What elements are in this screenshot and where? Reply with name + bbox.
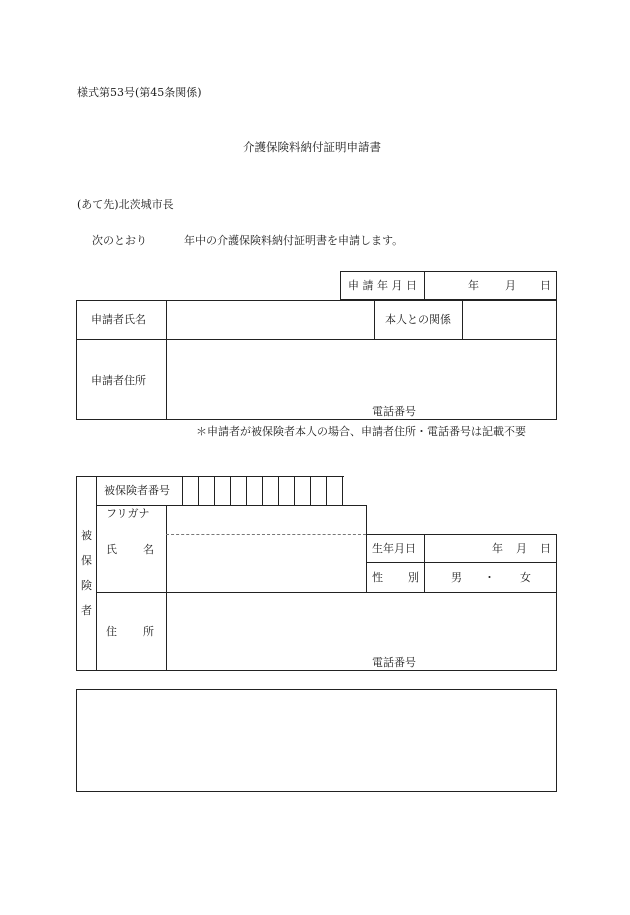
insured-phone-label: 電話番号: [372, 656, 416, 669]
sex-male-option[interactable]: 男: [451, 571, 462, 584]
remarks-box[interactable]: [76, 689, 557, 792]
birth-date-field[interactable]: [426, 536, 555, 561]
relation-label: 本人との関係: [385, 313, 451, 326]
insured-number-digit-cell[interactable]: [247, 477, 262, 505]
birth-day-unit: 日: [540, 542, 551, 555]
insured-number-digit-cell[interactable]: [295, 477, 310, 505]
relation-field[interactable]: [464, 302, 555, 338]
sex-separator: ・: [484, 571, 495, 584]
application-month-unit: 月: [505, 279, 516, 292]
birth-month-unit: 月: [516, 542, 527, 555]
insured-number-digit-cell[interactable]: [183, 477, 198, 505]
insured-name-label-1: 氏: [106, 543, 117, 556]
applicant-name-label: 申請者氏名: [91, 313, 146, 326]
addressee: (あて先)北茨城市長: [77, 198, 174, 211]
insured-number-digit-cell[interactable]: [311, 477, 326, 505]
insured-name-label-2: 名: [143, 543, 154, 556]
form-number: 様式第53号(第45条関係): [77, 86, 202, 99]
statement-prefix: 次のとおり: [92, 234, 147, 247]
document-title: 介護保険料納付証明申請書: [243, 140, 381, 154]
birth-date-label: 生年月日: [372, 542, 416, 555]
statement-suffix: 年中の介護保険料納付証明書を申請します。: [184, 234, 404, 247]
insured-address-label-1: 住: [106, 625, 117, 638]
insured-address-label-2: 所: [143, 625, 154, 638]
insured-number-label: 被保険者番号: [104, 484, 170, 497]
insured-number-digit-cell[interactable]: [231, 477, 246, 505]
insured-side-label-3: 険: [81, 579, 92, 592]
insured-number-digit-cell[interactable]: [327, 477, 342, 505]
insured-number-digit-cell[interactable]: [263, 477, 278, 505]
insured-name-field[interactable]: [168, 536, 365, 590]
application-date-field[interactable]: [426, 272, 556, 299]
insured-side-label-2: 保: [81, 554, 92, 567]
applicant-phone-label: 電話番号: [372, 405, 416, 418]
applicant-note: ＊申請者が被保険者本人の場合、申請者住所・電話番号は記載不要: [196, 425, 526, 438]
insured-number-digit-cell[interactable]: [199, 477, 214, 505]
insured-address-field[interactable]: [168, 594, 555, 652]
sex-female-option[interactable]: 女: [520, 571, 531, 584]
insured-number-digit-cell[interactable]: [279, 477, 294, 505]
sex-label-2: 別: [408, 571, 419, 584]
application-day-unit: 日: [540, 279, 551, 292]
insured-number-digit-cell[interactable]: [215, 477, 230, 505]
applicant-address-field[interactable]: [168, 341, 555, 399]
furigana-field[interactable]: [168, 507, 365, 531]
birth-year-unit: 年: [492, 542, 503, 555]
insured-side-label-4: 者: [81, 604, 92, 617]
furigana-label: フリガナ: [106, 507, 150, 520]
application-date-label: 申 請 年 月 日: [348, 279, 417, 292]
statement-year-field[interactable]: [148, 232, 180, 248]
insured-side-label-1: 被: [81, 529, 92, 542]
application-year-unit: 年: [468, 279, 479, 292]
applicant-name-field[interactable]: [168, 302, 372, 338]
sex-label-1: 性: [372, 571, 383, 584]
applicant-address-label: 申請者住所: [91, 374, 146, 387]
